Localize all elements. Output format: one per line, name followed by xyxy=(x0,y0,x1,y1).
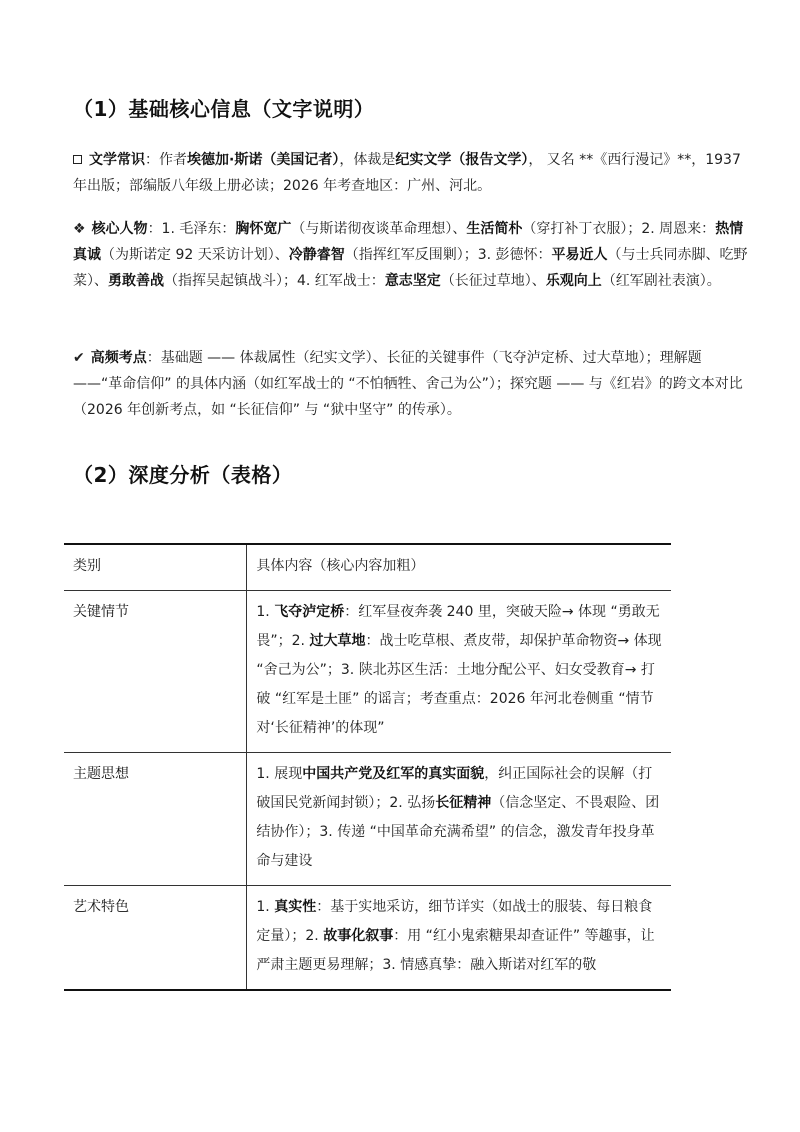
characters-label: 核心人物 xyxy=(91,221,148,237)
content-highlight: 真实性 xyxy=(274,899,317,915)
table-row xyxy=(64,591,671,753)
content-highlight: 故事化叙事 xyxy=(323,928,394,944)
row-category: 关键情节 xyxy=(64,591,247,753)
trait-highlight: 意志坚定 xyxy=(384,273,441,289)
trait-highlight: 生活简朴 xyxy=(466,221,523,237)
content-text: ：战士吃草根、煮皮带，却保护革命物资→ 体现 “舍己为公”；3. 陕北苏区生活：土地分配公平、妇女受教育→ 打破 “红军是土匪” 的谣言；考查重点：2026 年河北卷侧重 “情节对‘长征精神’的体现” xyxy=(256,633,662,736)
characters-text: （指挥吴起镇战斗）；4. 红军战士： xyxy=(164,273,385,289)
literature-paragraph xyxy=(73,147,753,199)
row-content xyxy=(247,886,671,991)
characters-text: （为斯诺定 92 天采访计划）、 xyxy=(101,247,289,263)
characters-text: （穿打补丁衣服）；2. 周恩来： xyxy=(522,221,716,237)
literature-text: ， 又名 **《西行漫记》**，1937 年出版；部编版八年级上册必读；2026 年考查地区：广州、河北。 xyxy=(73,152,741,194)
exam-points-paragraph xyxy=(73,345,753,423)
table-row xyxy=(64,753,671,886)
characters-text: （与斯诺彻夜谈革命理想）、 xyxy=(291,221,467,237)
table-header-row xyxy=(64,544,671,591)
literature-label: 文学常识 xyxy=(89,152,145,168)
genre-highlight: 纪实文学（报告文学） xyxy=(395,152,529,168)
trait-highlight: 乐观向上 xyxy=(545,273,602,289)
content-highlight: 飞夺泸定桥 xyxy=(274,604,345,620)
content-text: 1. xyxy=(256,899,275,915)
author-highlight: 埃德加·斯诺（美国记者） xyxy=(187,152,340,168)
checkmark-icon: ✔ xyxy=(73,350,85,366)
column-header-category: 类别 xyxy=(64,544,247,591)
content-text: ：用 “红小鬼索糖果却查证件” 等趣事，让严肃主题更易理解；3. 情感真挚：融入斯诺对红军的敬 xyxy=(256,928,655,973)
table-row xyxy=(64,886,671,991)
content-highlight: 长征精神 xyxy=(435,795,492,811)
characters-text: （红军剧社表演）。 xyxy=(601,273,721,289)
checkbox-square-icon xyxy=(73,155,82,164)
characters-paragraph xyxy=(73,216,753,294)
characters-text: （指挥红军反围剿）；3. 彭德怀： xyxy=(344,247,552,263)
characters-text: （长征过草地）、 xyxy=(440,273,546,289)
section-1-heading: （1）基础核心信息（文字说明） xyxy=(73,97,375,121)
literature-text: ，体裁是 xyxy=(339,152,396,168)
section-2-heading: （2）深度分析（表格） xyxy=(73,463,293,487)
trait-highlight: 冷静睿智 xyxy=(288,247,345,263)
analysis-table xyxy=(64,543,671,991)
literature-text: ：作者 xyxy=(145,152,187,168)
content-highlight: 过大草地 xyxy=(309,633,366,649)
column-header-content: 具体内容（核心内容加粗） xyxy=(247,544,671,591)
trait-highlight: 勇敢善战 xyxy=(108,273,164,289)
exam-points-label: 高频考点 xyxy=(90,350,147,366)
content-text: ：红军昼夜奔袭 240 里，突破天险→ 体现 “勇敢无畏”；2. xyxy=(256,604,660,649)
characters-text: （与士兵同赤脚、吃野菜）、 xyxy=(73,247,748,289)
row-category: 艺术特色 xyxy=(64,886,247,991)
exam-points-text: ：基础题 —— 体裁属性（纪实文学）、长征的关键事件（飞夺泸定桥、过大草地）；理解题 ——“革命信仰” 的具体内涵（如红军战士的 “不怕牺牲、舍己为公”）；探究题 —— 与《红岩》的跨文本对比（2026 年创新考点，如 “长征信仰” 与 “狱中坚守” 的传承）。 xyxy=(73,350,743,418)
content-text: ：基于实地采访，细节详实（如战士的服装、每日粮食定量）；2. xyxy=(256,899,653,944)
trait-highlight: 热情真诚 xyxy=(73,221,744,263)
row-content xyxy=(247,591,671,753)
content-text: （信念坚定、不畏艰险、团结协作）；3. 传递 “中国革命充满希望” 的信念，激发青年投身革命与建设 xyxy=(256,795,660,869)
row-content xyxy=(247,753,671,886)
content-highlight: 中国共产党及红军的真实面貌 xyxy=(302,766,485,782)
content-text: ，纠正国际社会的误解（打破国民党新闻封锁）；2. 弘扬 xyxy=(256,766,653,811)
content-text: 1. 展现 xyxy=(256,766,303,782)
content-text: 1. xyxy=(256,604,275,620)
diamond-bullet-icon: ❖ xyxy=(73,221,86,237)
row-category: 主题思想 xyxy=(64,753,247,886)
trait-highlight: 平易近人 xyxy=(551,247,608,263)
trait-highlight: 胸怀宽广 xyxy=(235,221,292,237)
characters-text: ：1. 毛泽东： xyxy=(147,221,236,237)
